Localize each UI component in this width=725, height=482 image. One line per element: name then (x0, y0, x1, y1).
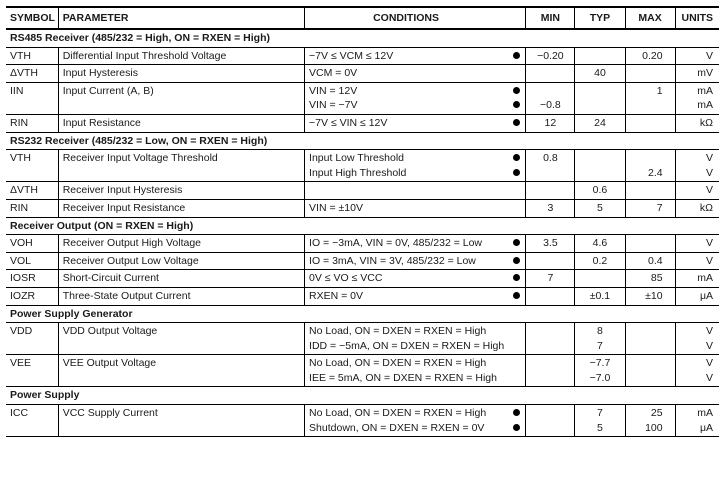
min-cell-line: 0.8 (543, 152, 558, 165)
conditions-cell (305, 405, 508, 437)
max-cell (625, 150, 675, 182)
conditions-cell-line (309, 183, 503, 198)
typ-cell-line (579, 151, 620, 166)
conditions-cell-line: IEE = 5mA, ON = DXEN = RXEN = High (309, 371, 497, 384)
typ-cell (575, 150, 625, 182)
full-temp-range-bullet-icon (513, 169, 520, 176)
units-cell-line: kΩ (699, 201, 713, 214)
bullet-cell (507, 323, 526, 355)
units-cell-line: μA (699, 289, 713, 302)
units-cell-line: mV (697, 67, 713, 80)
typ-cell-line (579, 49, 620, 64)
max-cell (625, 82, 675, 114)
typ-cell (575, 65, 625, 83)
conditions-cell-line: No Load, ON = DXEN = RXEN = High (309, 357, 487, 370)
max-cell (625, 65, 675, 83)
max-cell-line (630, 339, 663, 354)
full-temp-range-bullet-icon (513, 154, 520, 161)
typ-cell-line: 8 (597, 325, 603, 338)
typ-cell-line: 0.2 (592, 254, 608, 267)
units-cell (675, 405, 719, 437)
max-cell-line (630, 183, 663, 198)
bullet-line (507, 116, 525, 131)
max-cell (625, 405, 675, 437)
section-row (6, 387, 719, 405)
conditions-cell (305, 47, 508, 65)
min-cell-line (530, 421, 570, 436)
parameter-cell: Receiver Input Resistance (58, 199, 304, 217)
table-body (6, 29, 719, 437)
min-cell (526, 323, 575, 355)
min-cell-line: −0.20 (537, 49, 564, 62)
units-cell-line: V (705, 237, 713, 250)
section-row (6, 217, 719, 235)
table-row (6, 323, 719, 355)
parameter-cell: Receiver Output Low Voltage (58, 252, 304, 270)
symbol-cell: VEE (6, 355, 58, 387)
units-cell (675, 287, 719, 305)
conditions-cell-line: IDD = −5mA, ON = DXEN = RXEN = High (309, 339, 505, 352)
min-cell (526, 287, 575, 305)
units-cell (675, 65, 719, 83)
max-cell-line: 0.4 (647, 254, 663, 267)
typ-cell (575, 405, 625, 437)
max-cell-line (630, 236, 663, 251)
units-cell-line: mA (697, 407, 713, 420)
table-row (6, 82, 719, 114)
units-cell (675, 199, 719, 217)
symbol-cell: ICC (6, 405, 58, 437)
bullet-line (507, 406, 525, 421)
conditions-cell-line: Shutdown, ON = DXEN = RXEN = 0V (309, 421, 485, 434)
typ-cell-line: ±0.1 (589, 289, 611, 302)
bullet-line (507, 289, 525, 304)
header-typ: TYP (575, 7, 625, 29)
conditions-cell (305, 235, 508, 253)
parameter-cell: VEE Output Voltage (58, 355, 304, 387)
typ-cell (575, 235, 625, 253)
conditions-cell (305, 270, 508, 288)
typ-cell-line: 4.6 (592, 237, 608, 250)
min-cell (526, 114, 575, 132)
electrical-characteristics-table (6, 6, 719, 437)
min-cell (526, 355, 575, 387)
conditions-cell-line: Input High Threshold (309, 166, 407, 179)
min-cell-line (530, 84, 570, 99)
header-symbol: SYMBOL (6, 7, 58, 29)
max-cell-line: 100 (645, 421, 663, 434)
table-row (6, 355, 719, 387)
bullet-cell (507, 270, 526, 288)
units-cell-line: mA (697, 84, 713, 97)
bullet-cell (507, 199, 526, 217)
min-cell (526, 235, 575, 253)
typ-cell-line: 7 (597, 407, 603, 420)
max-cell-line: 7 (656, 201, 663, 214)
units-cell (675, 114, 719, 132)
min-cell-line (530, 66, 570, 81)
units-cell-line: V (705, 325, 713, 338)
conditions-cell (305, 323, 508, 355)
bullet-cell (507, 182, 526, 200)
min-cell-line: −0.8 (540, 99, 561, 112)
max-cell-line (630, 151, 663, 166)
table-row (6, 287, 719, 305)
header-bullet (507, 7, 526, 29)
symbol-cell: ΔVTH (6, 65, 58, 83)
typ-cell-line: 5 (597, 201, 603, 214)
typ-cell-line: 7 (597, 339, 603, 352)
symbol-cell: VOL (6, 252, 58, 270)
max-cell (625, 270, 675, 288)
typ-cell (575, 252, 625, 270)
symbol-cell: VOH (6, 235, 58, 253)
typ-cell-line (579, 166, 620, 181)
symbol-cell: VDD (6, 323, 58, 355)
full-temp-range-bullet-icon (513, 274, 520, 281)
units-cell (675, 323, 719, 355)
conditions-cell-line: VIN = ±10V (309, 201, 363, 214)
max-cell-line (630, 356, 663, 371)
bullet-cell (507, 355, 526, 387)
conditions-cell-line: VIN = −7V (309, 99, 358, 112)
bullet-line (507, 254, 525, 269)
section-title: Power Supply Generator (6, 305, 719, 323)
typ-cell-line (579, 98, 620, 113)
parameter-cell: Receiver Input Hysteresis (58, 182, 304, 200)
typ-cell (575, 182, 625, 200)
conditions-cell-line: 0V ≤ VO ≤ VCC (309, 272, 383, 285)
units-cell (675, 82, 719, 114)
min-cell (526, 150, 575, 182)
units-cell (675, 355, 719, 387)
bullet-line (507, 421, 525, 436)
parameter-cell: Receiver Input Voltage Threshold (58, 150, 304, 182)
bullet-cell (507, 252, 526, 270)
bullet-cell (507, 82, 526, 114)
bullet-line (507, 151, 525, 166)
conditions-cell-line: VIN = 12V (309, 84, 358, 97)
min-cell-line (530, 254, 570, 269)
header-units: UNITS (675, 7, 719, 29)
section-row (6, 132, 719, 150)
full-temp-range-bullet-icon (513, 119, 520, 126)
typ-cell-line: 5 (597, 421, 603, 434)
conditions-cell-line: Input Low Threshold (309, 152, 404, 165)
typ-cell (575, 47, 625, 65)
max-cell (625, 114, 675, 132)
min-cell-line (530, 166, 570, 181)
typ-cell (575, 287, 625, 305)
parameter-cell: Input Hysteresis (58, 65, 304, 83)
max-cell-line: 0.20 (642, 49, 663, 62)
conditions-cell (305, 65, 508, 83)
section-title: RS485 Receiver (485/232 = High, ON = RXEN = High) (6, 29, 719, 47)
max-cell (625, 199, 675, 217)
header-max: MAX (625, 7, 675, 29)
units-cell-line: V (705, 49, 713, 62)
symbol-cell: IOSR (6, 270, 58, 288)
typ-cell (575, 270, 625, 288)
typ-cell (575, 199, 625, 217)
max-cell (625, 235, 675, 253)
max-cell-line: 1 (656, 84, 663, 97)
typ-cell (575, 355, 625, 387)
full-temp-range-bullet-icon (513, 257, 520, 264)
parameter-cell: Three-State Output Current (58, 287, 304, 305)
max-cell (625, 182, 675, 200)
typ-cell-line (579, 84, 620, 99)
table-row (6, 252, 719, 270)
conditions-cell (305, 355, 508, 387)
parameter-cell: VDD Output Voltage (58, 323, 304, 355)
max-cell (625, 47, 675, 65)
full-temp-range-bullet-icon (513, 52, 520, 59)
units-cell-line: V (705, 152, 713, 165)
units-cell-line: mA (697, 99, 713, 112)
min-cell (526, 47, 575, 65)
bullet-cell (507, 287, 526, 305)
min-cell-line: 3 (547, 201, 554, 214)
units-cell (675, 47, 719, 65)
min-cell-line: 7 (547, 272, 554, 285)
units-cell-line: V (705, 254, 713, 267)
conditions-cell-line: −7V ≤ VCM ≤ 12V (309, 49, 394, 62)
typ-cell-line: −7.0 (589, 371, 611, 384)
conditions-cell-line: −7V ≤ VIN ≤ 12V (309, 116, 388, 129)
units-cell-line: V (705, 184, 713, 197)
conditions-cell (305, 114, 508, 132)
typ-cell (575, 82, 625, 114)
bullet-cell (507, 47, 526, 65)
symbol-cell: IOZR (6, 287, 58, 305)
table-row (6, 405, 719, 437)
table-row (6, 65, 719, 83)
full-temp-range-bullet-icon (513, 409, 520, 416)
conditions-cell-line: VCM = 0V (309, 67, 358, 80)
bullet-cell (507, 114, 526, 132)
section-title: Receiver Output (ON = RXEN = High) (6, 217, 719, 235)
max-cell-line: 85 (650, 272, 663, 285)
symbol-cell: ΔVTH (6, 182, 58, 200)
conditions-cell (305, 252, 508, 270)
min-cell (526, 270, 575, 288)
parameter-cell: Short-Circuit Current (58, 270, 304, 288)
units-cell-line: mA (697, 272, 713, 285)
min-cell-line (530, 406, 570, 421)
bullet-cell (507, 150, 526, 182)
symbol-cell: RIN (6, 199, 58, 217)
full-temp-range-bullet-icon (513, 101, 520, 108)
parameter-cell: Receiver Output High Voltage (58, 235, 304, 253)
max-cell-line (630, 324, 663, 339)
conditions-cell-line: No Load, ON = DXEN = RXEN = High (309, 407, 487, 420)
max-cell-line (630, 116, 663, 131)
conditions-cell (305, 150, 508, 182)
min-cell (526, 199, 575, 217)
max-cell (625, 355, 675, 387)
conditions-cell-line: IO = −3mA, VIN = 0V, 485/232 = Low (309, 237, 483, 250)
units-cell (675, 235, 719, 253)
parameter-cell: Input Resistance (58, 114, 304, 132)
conditions-cell-line: RXEN = 0V (309, 289, 364, 302)
section-row (6, 29, 719, 47)
min-cell-line (530, 324, 570, 339)
parameter-cell: VCC Supply Current (58, 405, 304, 437)
section-row (6, 305, 719, 323)
max-cell (625, 323, 675, 355)
max-cell-line: 2.4 (647, 166, 663, 179)
min-cell-line (530, 183, 570, 198)
bullet-line (507, 49, 525, 64)
units-cell-line: V (705, 339, 713, 352)
units-cell-line: kΩ (699, 116, 713, 129)
units-cell (675, 252, 719, 270)
units-cell-line: μA (699, 421, 713, 434)
conditions-cell-line: IO = 3mA, VIN = 3V, 485/232 = Low (309, 254, 476, 267)
table-row (6, 47, 719, 65)
min-cell (526, 82, 575, 114)
symbol-cell: RIN (6, 114, 58, 132)
bullet-cell (507, 235, 526, 253)
table-row (6, 182, 719, 200)
max-cell (625, 287, 675, 305)
section-title: Power Supply (6, 387, 719, 405)
units-cell (675, 182, 719, 200)
table-row (6, 235, 719, 253)
typ-cell (575, 114, 625, 132)
conditions-cell (305, 182, 508, 200)
header-parameter: PARAMETER (58, 7, 304, 29)
units-cell (675, 150, 719, 182)
min-cell (526, 182, 575, 200)
full-temp-range-bullet-icon (513, 424, 520, 431)
typ-cell-line: −7.7 (589, 357, 611, 370)
min-cell (526, 405, 575, 437)
units-cell (675, 270, 719, 288)
table-header (6, 7, 719, 29)
bullet-line (507, 236, 525, 251)
min-cell-line: 3.5 (543, 237, 558, 250)
typ-cell-line (579, 271, 620, 286)
max-cell-line: ±10 (645, 289, 663, 302)
bullet-cell (507, 65, 526, 83)
min-cell-line: 12 (544, 116, 557, 129)
full-temp-range-bullet-icon (513, 87, 520, 94)
max-cell-line (630, 98, 663, 113)
bullet-line (507, 98, 525, 113)
bullet-line (507, 84, 525, 99)
units-cell-line: V (705, 371, 713, 384)
conditions-cell (305, 199, 508, 217)
min-cell-line (530, 371, 570, 386)
table-row (6, 114, 719, 132)
full-temp-range-bullet-icon (513, 239, 520, 246)
table-row (6, 150, 719, 182)
max-cell-line (630, 66, 663, 81)
conditions-cell-line: No Load, ON = DXEN = RXEN = High (309, 325, 487, 338)
typ-cell-line: 0.6 (592, 184, 608, 197)
min-cell (526, 65, 575, 83)
symbol-cell: VTH (6, 47, 58, 65)
symbol-cell: VTH (6, 150, 58, 182)
typ-cell-line: 40 (594, 67, 606, 80)
header-conditions: CONDITIONS (305, 7, 508, 29)
min-cell (526, 252, 575, 270)
table-row (6, 199, 719, 217)
conditions-cell (305, 82, 508, 114)
typ-cell-line: 24 (594, 116, 606, 129)
units-cell-line: V (705, 357, 713, 370)
full-temp-range-bullet-icon (513, 292, 520, 299)
max-cell-line: 25 (650, 407, 663, 420)
parameter-cell: Input Current (A, B) (58, 82, 304, 114)
bullet-line (507, 166, 525, 181)
min-cell-line (530, 339, 570, 354)
typ-cell (575, 323, 625, 355)
bullet-line (507, 271, 525, 286)
conditions-cell (305, 287, 508, 305)
parameter-cell: Differential Input Threshold Voltage (58, 47, 304, 65)
min-cell-line (530, 356, 570, 371)
bullet-cell (507, 405, 526, 437)
section-title: RS232 Receiver (485/232 = Low, ON = RXEN = High) (6, 132, 719, 150)
max-cell (625, 252, 675, 270)
max-cell-line (630, 371, 663, 386)
symbol-cell: IIN (6, 82, 58, 114)
header-min: MIN (526, 7, 575, 29)
min-cell-line (530, 289, 570, 304)
table-row (6, 270, 719, 288)
units-cell-line: V (705, 166, 713, 179)
